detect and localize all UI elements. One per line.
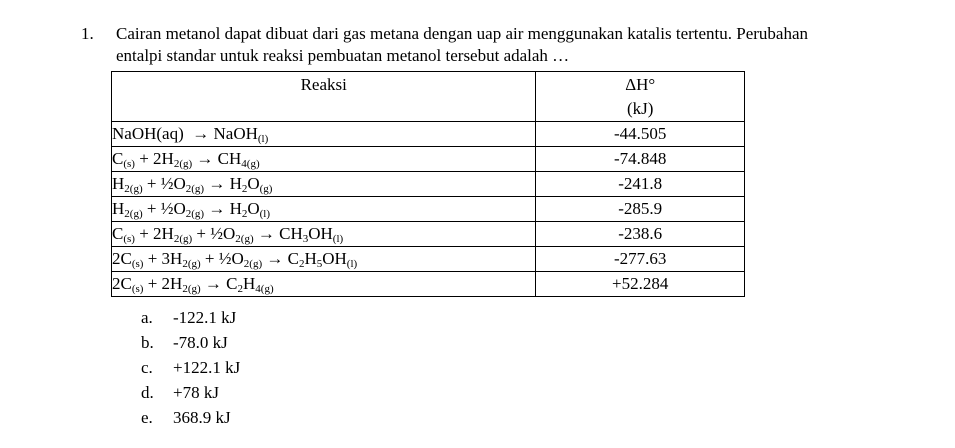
table-row xyxy=(112,147,745,172)
reaction-cell: $H_{2(g)}$ + $\frac{1}{2}O_{2(g)} \to H_2O_{(l)}$ xyxy=(112,197,536,222)
reaction-table xyxy=(111,71,745,297)
header-reaction: Reaksi xyxy=(112,72,536,122)
reaction-cell: $C_{(s)} + 2H_{2(g)}$ + $\frac{1}{2}O_{2(g)} \to CH_3OH_{(l)}$ xyxy=(112,222,536,247)
reaction-cell: $H_{2(g)}$ + $\frac{1}{2}O_{2(g)} \to H_2O_{(g)}$ xyxy=(112,172,536,197)
table-header-row xyxy=(112,72,745,122)
enthalpy-cell: -44.505 xyxy=(536,122,745,147)
enthalpy-cell: -238.6 xyxy=(536,222,745,247)
table-row xyxy=(112,197,745,222)
option-value: -122.1 kJ xyxy=(173,308,237,327)
header-dh-symbol: ΔH° xyxy=(625,75,656,94)
enthalpy-cell: -285.9 xyxy=(536,197,745,222)
option-label: e. xyxy=(141,408,153,427)
question-line-2: entalpi standar untuk reaksi pembuatan metanol tersebut adalah … xyxy=(116,46,570,65)
option-d[interactable] xyxy=(141,380,240,405)
option-label: d. xyxy=(141,383,154,402)
reaction-cell: NaOH(aq) → NaOH$_{(l)}$ xyxy=(112,122,536,147)
table-row xyxy=(112,272,745,297)
enthalpy-cell: -74.848 xyxy=(536,147,745,172)
option-value: 368.9 kJ xyxy=(173,408,231,427)
table-row xyxy=(112,222,745,247)
option-a[interactable] xyxy=(141,305,240,330)
option-e[interactable] xyxy=(141,405,240,430)
option-label: b. xyxy=(141,333,154,352)
reaction-cell: $2C_{(s)} + 3H_{2(g)}$ + $\frac{1}{2}O_{2(g)} \to C_2H_5OH_{(l)}$ xyxy=(112,247,536,272)
question-number: 1. xyxy=(81,24,94,43)
option-c[interactable] xyxy=(141,355,240,380)
option-value: +78 kJ xyxy=(173,383,219,402)
option-label: a. xyxy=(141,308,153,327)
header-dh-unit: (kJ) xyxy=(627,99,654,118)
table-row xyxy=(112,247,745,272)
option-value: +122.1 kJ xyxy=(173,358,241,377)
option-label: c. xyxy=(141,358,153,377)
enthalpy-cell: +52.284 xyxy=(536,272,745,297)
header-enthalpy xyxy=(536,72,745,122)
table-row xyxy=(112,122,745,147)
reaction-cell: $2C_{(s)} + 2H_{2(g)} \to C_2H_{4(g)}$ xyxy=(112,272,536,297)
question-text xyxy=(116,23,916,67)
enthalpy-cell: -241.8 xyxy=(536,172,745,197)
answer-options xyxy=(141,305,240,430)
reaction-cell: $C_{(s)} + 2H_{2(g)} \to CH_{4(g)}$ xyxy=(112,147,536,172)
enthalpy-cell: -277.63 xyxy=(536,247,745,272)
question-line-1: Cairan metanol dapat dibuat dari gas metana dengan uap air menggunakan katalis tertentu. Perubahan xyxy=(116,24,809,43)
option-b[interactable] xyxy=(141,330,240,355)
table-row xyxy=(112,172,745,197)
option-value: -78.0 kJ xyxy=(173,333,228,352)
